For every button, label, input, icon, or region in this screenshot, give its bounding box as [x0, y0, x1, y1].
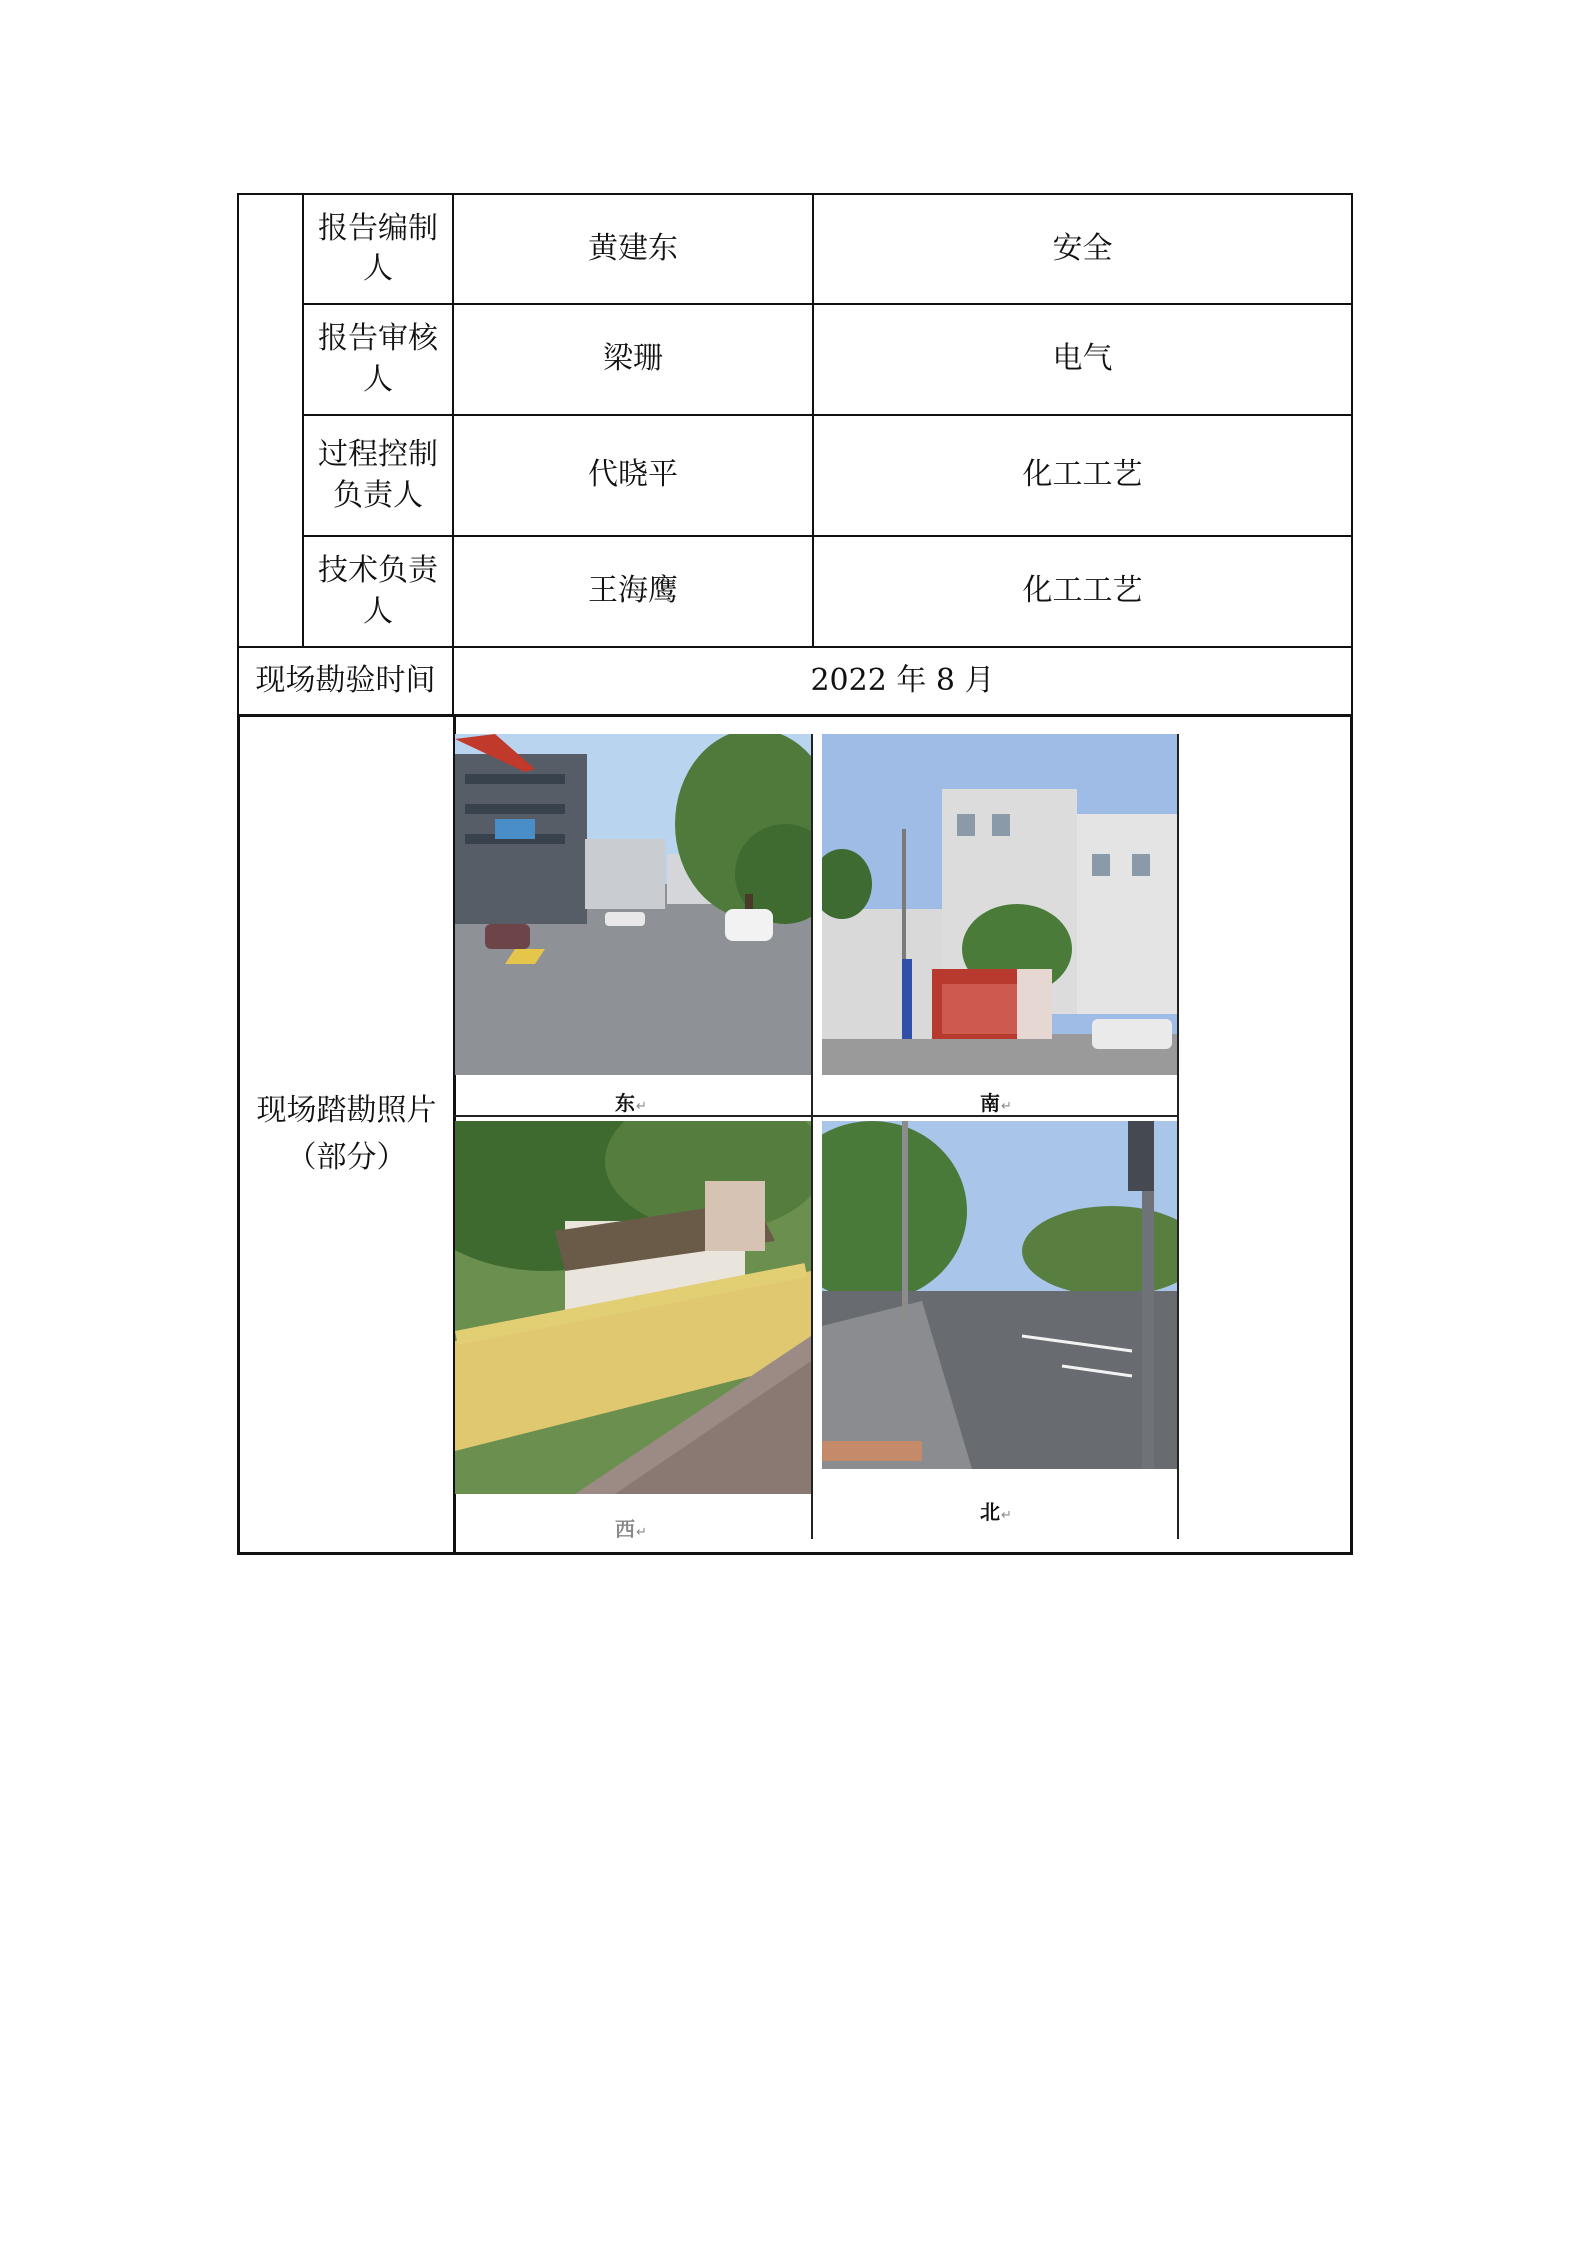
survey-time-value: 2022 年 8 月 [810, 662, 995, 698]
survey-time-value-cell [452, 646, 1353, 716]
photo-grid-divider [1177, 734, 1179, 1539]
specialty: 电气 [1052, 341, 1113, 377]
west-photo [455, 1121, 811, 1494]
photo-grid-divider [811, 734, 813, 1539]
south-caption: 南↵ [980, 1091, 1012, 1115]
photo-grid [453, 714, 1353, 1552]
name-cell [452, 535, 814, 648]
person-name: 王海鹰 [588, 573, 678, 609]
role-cell [302, 303, 454, 416]
role-cell [302, 193, 454, 305]
role-label: 报告审核人 [318, 321, 438, 397]
role-cell [302, 414, 454, 537]
name-cell [452, 193, 814, 305]
west-caption: 西↵ [615, 1517, 647, 1541]
north-photo [822, 1121, 1177, 1469]
specialty-cell [812, 414, 1353, 537]
specialty: 化工工艺 [1022, 573, 1143, 609]
east-photo [455, 734, 811, 1075]
specialty-cell [812, 193, 1353, 305]
specialty: 化工工艺 [1022, 457, 1143, 493]
person-name: 代晓平 [588, 457, 678, 493]
photos-label-sub: （部分） [286, 1139, 407, 1175]
photos-label: 现场踏勘照片 [256, 1093, 437, 1128]
survey-time-label: 现场勘验时间 [255, 662, 436, 698]
role-label: 过程控制负责人 [318, 437, 438, 513]
specialty: 安全 [1052, 230, 1113, 266]
south-photo [822, 734, 1177, 1075]
role-label: 技术负责人 [318, 553, 438, 629]
group-label-cell [237, 193, 304, 648]
survey-time-label-cell [237, 646, 454, 716]
person-name: 黄建东 [588, 230, 678, 266]
role-label: 报告编制人 [318, 210, 438, 286]
photo-grid-divider [453, 1115, 1179, 1117]
east-caption: 东↵ [615, 1091, 647, 1115]
north-caption: 北↵ [980, 1500, 1012, 1524]
name-cell [452, 303, 814, 416]
specialty-cell [812, 303, 1353, 416]
name-cell [452, 414, 814, 537]
specialty-cell [812, 535, 1353, 648]
photos-label-cell [237, 714, 456, 1555]
info-table [237, 193, 1353, 1555]
role-cell [302, 535, 454, 648]
person-name: 梁珊 [603, 341, 663, 377]
